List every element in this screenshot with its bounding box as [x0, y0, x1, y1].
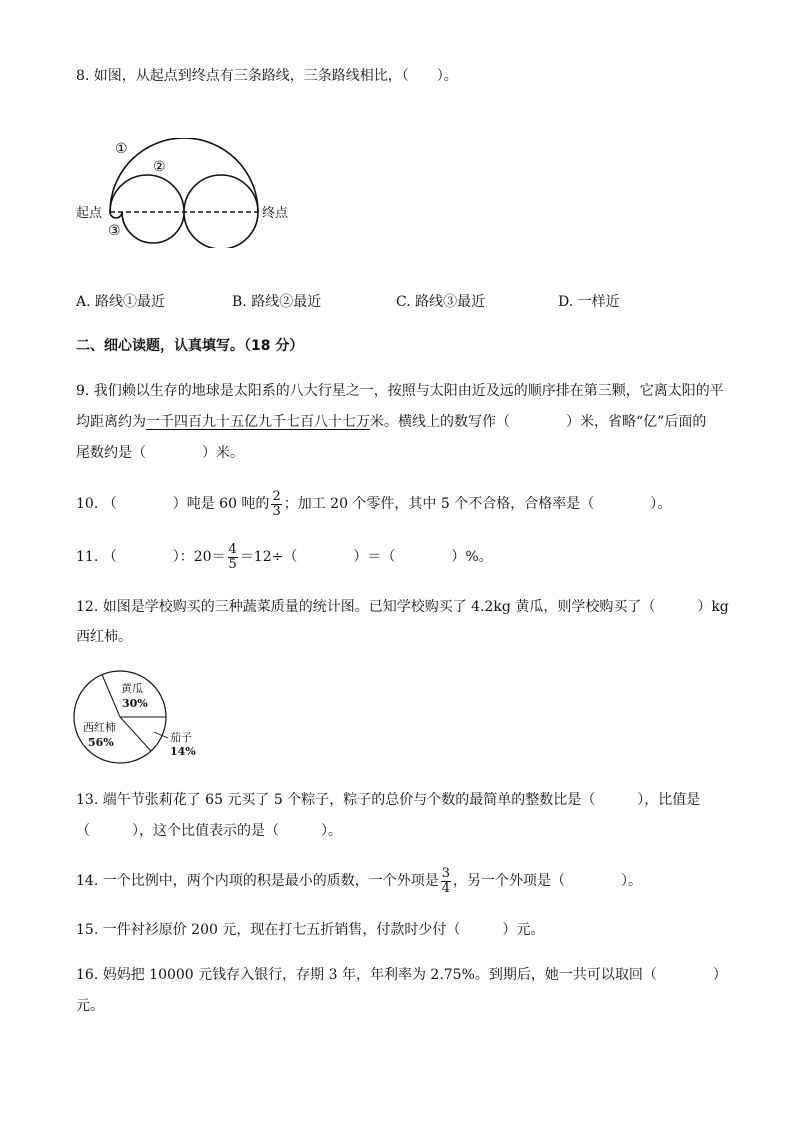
- q11-line: [76, 540, 493, 574]
- route-1-arc: [110, 138, 258, 212]
- pie-divider-2: [120, 717, 151, 751]
- q8-option-b: B. 路线②最近: [232, 294, 322, 310]
- eggplant-label: 茄子: [170, 731, 192, 744]
- q14-fraction: [441, 867, 451, 896]
- q8-option-d: D. 一样近: [558, 294, 620, 310]
- q14-pre: 14. 一个比例中，两个内项的积是最小的质数，一个外项是: [76, 873, 439, 889]
- q10-post: ；加工 20 个零件，其中 5 个不合格，合格率是（ ）。: [283, 496, 672, 512]
- q14-denominator: 4: [441, 880, 450, 896]
- route-2-label: ②: [153, 159, 166, 175]
- q10-denominator: 3: [272, 503, 281, 519]
- q9-line-3: 尾数约是（ ）米。: [76, 445, 244, 461]
- q14-post: ，另一个外项是（ ）。: [453, 873, 642, 889]
- route-1-label: ①: [115, 141, 128, 157]
- end-label: 终点: [262, 206, 289, 221]
- cucumber-label: 黄瓜: [121, 682, 143, 695]
- cucumber-percent: 30%: [122, 697, 148, 710]
- q10-line: [76, 487, 671, 521]
- q14-line: [76, 864, 642, 898]
- q9-line-2-pre: 均距离约为: [76, 414, 146, 430]
- q12-line-1: 12. 如图是学校购买的三种蔬菜质量的统计图。已知学校购买了 4.2kg 黄瓜，则学校购买了（ ）kg: [76, 599, 729, 615]
- start-label: 起点: [76, 206, 103, 221]
- q9-line-1: 9. 我们赖以生存的地球是太阳系的八大行星之一，按照与太阳由近及远的顺序排在第三颗，它离太阳的平: [76, 383, 724, 399]
- q11-post: ＝12÷（ ）＝（ ）%。: [239, 549, 493, 565]
- q8-option-a: A. 路线①最近: [76, 294, 166, 310]
- q8-option-c: C. 路线③最近: [396, 294, 486, 310]
- q9-line-2: [76, 412, 706, 432]
- q13-line-2: （ ），这个比值表示的是（ ）。: [76, 823, 342, 839]
- q11-pre: 11. （ ）：20＝: [76, 549, 226, 565]
- tomato-percent: 56%: [88, 736, 114, 749]
- q12-line-2: 西红柿。: [76, 629, 132, 645]
- q16-line-1: 16. 妈妈把 10000 元钱存入银行，存期 3 年，年利率为 2.75%。到期后，她一共可以取回（ ）: [76, 967, 727, 983]
- q11-fraction: [228, 543, 238, 572]
- route-3-arc: [110, 212, 258, 248]
- routes-figure: [70, 138, 300, 248]
- pie-divider-3: [102, 675, 120, 718]
- q11-numerator: 4: [228, 541, 237, 557]
- q9-line-2-post: 米。横线上的数写作（ ）米，省略“亿”后面的: [370, 414, 707, 430]
- q15-line: 15. 一件衬衫原价 200 元，现在打七五折销售，付款时少付（ ）元。: [76, 922, 545, 938]
- q13-line-1: 13. 端午节张莉花了 65 元买了 5 个粽子，粽子的总价与个数的最简单的整数比是（ ），比值是: [76, 792, 701, 808]
- q10-numerator: 2: [272, 488, 281, 504]
- route-3-label: ③: [108, 223, 121, 239]
- q10-fraction: [271, 490, 281, 519]
- q16-line-2: 元。: [76, 998, 104, 1014]
- tomato-label: 西红柿: [83, 721, 116, 734]
- route-2-arc: [110, 175, 258, 212]
- q9-underlined-number: 一千四百九十五亿九千七百八十七万: [146, 414, 370, 430]
- section-heading: 二、细心读题，认真填写。（18 分）: [76, 338, 304, 354]
- q14-numerator: 3: [441, 865, 450, 881]
- q10-pre: 10. （ ）吨是 60 吨的: [76, 496, 270, 512]
- q8-text: 8. 如图，从起点到终点有三条路线，三条路线相比，（ ）。: [76, 68, 458, 84]
- eggplant-percent: 14%: [170, 745, 196, 758]
- q11-denominator: 5: [228, 556, 237, 572]
- vegetable-pie-chart: [72, 670, 212, 770]
